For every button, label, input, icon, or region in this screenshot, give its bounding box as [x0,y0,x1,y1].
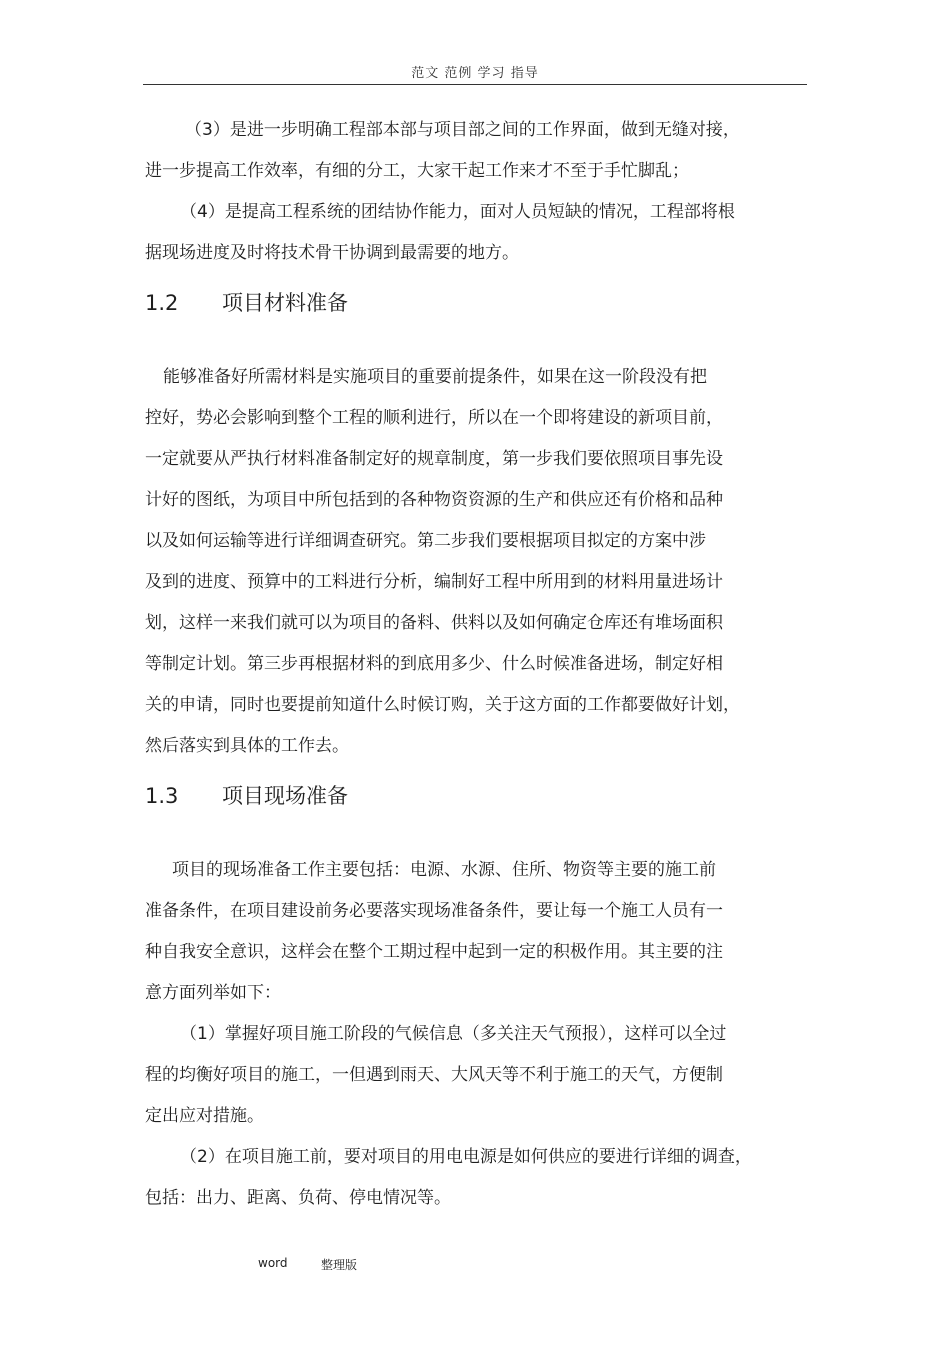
paragraph-line: 意方面列举如下： [145,983,281,1003]
paragraph-line: （1）掌握好项目施工阶段的气候信息（多关注天气预报），这样可以全过 [180,1024,727,1044]
paragraph-line: （4）是提高工程系统的团结协作能力，面对人员短缺的情况，工程部将根 [180,202,735,222]
page-header: 范文 范例 学习 指导 [411,66,539,81]
paragraph-line: 计好的图纸，为项目中所包括到的各种物资资源的生产和供应还有价格和品种 [145,490,723,510]
paragraph-line: 一定就要从严执行材料准备制定好的规章制度，第一步我们要依照项目事先设 [145,449,723,469]
section-number: 1.3 [145,784,179,808]
paragraph-line: 关的申请，同时也要提前知道什么时候订购，关于这方面的工作都要做好计划， [145,695,740,715]
paragraph-line: 进一步提高工作效率，有细的分工，大家干起工作来才不至于手忙脚乱； [145,161,689,181]
paragraph-line: 定出应对措施。 [145,1106,264,1126]
paragraph-line: 种自我安全意识，这样会在整个工期过程中起到一定的积极作用。其主要的注 [145,942,723,962]
paragraph-line: 划，这样一来我们就可以为项目的备料、供料以及如何确定仓库还有堆场面积 [145,613,723,633]
footer-right-text: 整理版 [321,1258,358,1272]
paragraph-line: 程的均衡好项目的施工，一但遇到雨天、大风天等不利于施工的天气，方便制 [145,1065,723,1085]
paragraph-line: 项目的现场准备工作主要包括：电源、水源、住所、物资等主要的施工前 [172,860,716,880]
paragraph-line: 准备条件，在项目建设前务必要落实现场准备条件，要让每一个施工人员有一 [145,901,723,921]
paragraph-line: 然后落实到具体的工作去。 [145,736,349,756]
section-title: 项目现场准备 [222,784,348,808]
paragraph-line: 据现场进度及时将技术骨干协调到最需要的地方。 [145,243,519,263]
section-heading-1-2 [145,290,348,316]
paragraph-line: 控好，势必会影响到整个工程的顺利进行，所以在一个即将建设的新项目前， [145,408,723,428]
section-title: 项目材料准备 [222,291,348,315]
paragraph-line: 及到的进度、预算中的工料进行分析，编制好工程中所用到的材料用量进场计 [145,572,723,592]
paragraph-line: 等制定计划。第三步再根据材料的到底用多少、什么时候准备进场，制定好相 [145,654,723,674]
paragraph-line: （2）在项目施工前，要对项目的用电电源是如何供应的要进行详细的调查， [180,1147,752,1167]
section-number: 1.2 [145,291,179,315]
footer-left-text: word [258,1256,288,1270]
section-heading-1-3 [145,783,348,809]
paragraph-line: 包括：出力、距离、负荷、停电情况等。 [145,1188,451,1208]
paragraph-line: （3）是进一步明确工程部本部与项目部之间的工作界面，做到无缝对接， [185,120,740,140]
header-rule [143,84,807,85]
paragraph-line: 能够准备好所需材料是实施项目的重要前提条件，如果在这一阶段没有把 [163,367,707,387]
paragraph-line: 以及如何运输等进行详细调查研究。第二步我们要根据项目拟定的方案中涉 [145,531,706,551]
